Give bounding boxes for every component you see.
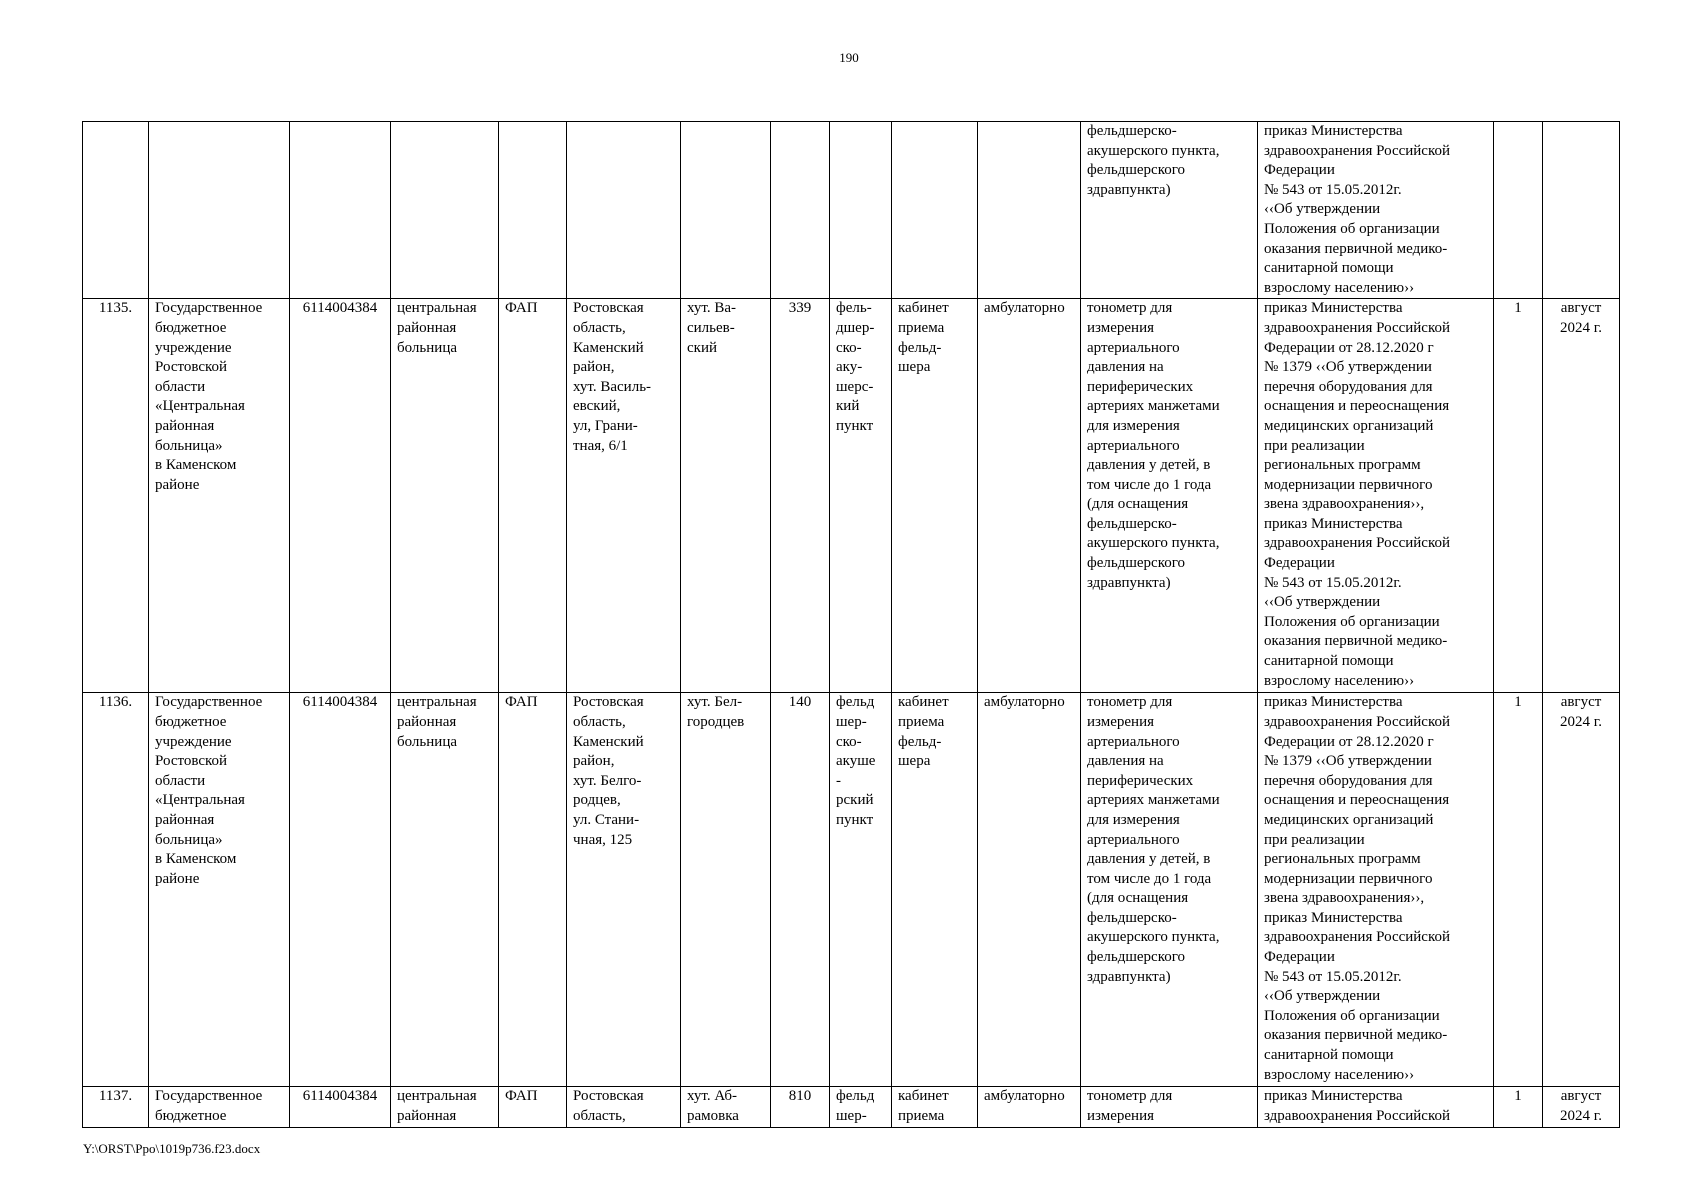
cell-kind: фель- дшер- ско- аку- шерс- кий пункт	[830, 299, 892, 693]
cell-unit	[499, 122, 567, 299]
cell-type: центральная районная	[391, 1087, 499, 1127]
cell-kind	[830, 122, 892, 299]
cell-date: август 2024 г.	[1543, 693, 1620, 1087]
cell-qty	[1494, 122, 1543, 299]
continuation-row	[83, 122, 1620, 299]
cell-address: Ростовская область,	[567, 1087, 681, 1127]
page-number: 190	[839, 50, 859, 65]
cell-equipment: тонометр для измерения артериального давления на периферических артериях манжетами для измерения артериального давления у детей, в том числе до 1 года (для оснащения фельдшерско- акушерского пункта, фельдшерского здравпункта)	[1081, 299, 1258, 693]
cell-room: кабинет приема	[892, 1087, 978, 1127]
table-row	[83, 693, 1620, 1087]
cell-num	[83, 122, 149, 299]
cell-mode: амбулаторно	[978, 1087, 1081, 1127]
cell-address	[567, 122, 681, 299]
cell-num: 1136.	[83, 693, 149, 1087]
cell-qty: 1	[1494, 1087, 1543, 1127]
cell-org: Государственное бюджетное	[149, 1087, 290, 1127]
cell-basis: приказ Министерства здравоохранения Российской Федерации от 28.12.2020 г № 1379 ‹‹Об утверждении перечня оборудования для оснащения и переоснащения медицинских организаций при реализации региональных программ модернизации первичного звена здравоохранения››, приказ Министерства здравоохранения Российской Федерации № 543 от 15.05.2012г. ‹‹Об утверждении Положения об организации оказания первичной медико- санитарной помощи взрослому населению››	[1258, 299, 1494, 693]
cell-equipment: тонометр для измерения	[1081, 1087, 1258, 1127]
cell-org: Государственное бюджетное учреждение Ростовской области «Центральная районная больница» в Каменском районе	[149, 299, 290, 693]
cell-type: центральная районная больница	[391, 299, 499, 693]
cell-inn	[290, 122, 391, 299]
cell-settlement: хут. Аб- рамовка	[681, 1087, 771, 1127]
cell-population: 339	[771, 299, 830, 693]
cell-equipment: тонометр для измерения артериального давления на периферических артериях манжетами для измерения артериального давления у детей, в том числе до 1 года (для оснащения фельдшерско- акушерского пункта, фельдшерского здравпункта)	[1081, 693, 1258, 1087]
cell-mode: амбулаторно	[978, 299, 1081, 693]
cell-population	[771, 122, 830, 299]
cell-inn: 6114004384	[290, 299, 391, 693]
cell-qty: 1	[1494, 693, 1543, 1087]
table-row	[83, 1087, 1620, 1127]
cell-unit: ФАП	[499, 299, 567, 693]
cell-settlement: хут. Бел- городцев	[681, 693, 771, 1087]
cell-room: кабинет приема фельд- шера	[892, 299, 978, 693]
cell-kind: фельд шер-	[830, 1087, 892, 1127]
cell-mode	[978, 122, 1081, 299]
cell-settlement	[681, 122, 771, 299]
cell-date: август 2024 г.	[1543, 299, 1620, 693]
cell-inn: 6114004384	[290, 693, 391, 1087]
cell-settlement: хут. Ва- сильев- ский	[681, 299, 771, 693]
cell-type	[391, 122, 499, 299]
cell-org	[149, 122, 290, 299]
cell-basis: приказ Министерства здравоохранения Российской Федерации № 543 от 15.05.2012г. ‹‹Об утверждении Положения об организации оказания первичной медико- санитарной помощи взрослому населению››	[1258, 122, 1494, 299]
cell-address: Ростовская область, Каменский район, хут. Василь- евский, ул, Грани- тная, 6/1	[567, 299, 681, 693]
cell-room: кабинет приема фельд- шера	[892, 693, 978, 1087]
cell-mode: амбулаторно	[978, 693, 1081, 1087]
cell-address: Ростовская область, Каменский район, хут. Белго- родцев, ул. Стани- чная, 125	[567, 693, 681, 1087]
footer-file-path: Y:\ORST\Ppo\1019p736.f23.docx	[83, 1141, 261, 1156]
table-row	[83, 299, 1620, 693]
cell-equipment: фельдшерско- акушерского пункта, фельдшерского здравпункта)	[1081, 122, 1258, 299]
cell-unit: ФАП	[499, 1087, 567, 1127]
cell-kind: фельд шер- ско- акуше - рский пункт	[830, 693, 892, 1087]
cell-population: 140	[771, 693, 830, 1087]
cell-room	[892, 122, 978, 299]
cell-org: Государственное бюджетное учреждение Ростовской области «Центральная районная больница» в Каменском районе	[149, 693, 290, 1087]
cell-basis: приказ Министерства здравоохранения Российской	[1258, 1087, 1494, 1127]
cell-num: 1137.	[83, 1087, 149, 1127]
cell-num: 1135.	[83, 299, 149, 693]
cell-unit: ФАП	[499, 693, 567, 1087]
equipment-register-table	[82, 121, 1620, 1128]
cell-qty: 1	[1494, 299, 1543, 693]
cell-date	[1543, 122, 1620, 299]
cell-date: август 2024 г.	[1543, 1087, 1620, 1127]
cell-inn: 6114004384	[290, 1087, 391, 1127]
cell-type: центральная районная больница	[391, 693, 499, 1087]
cell-basis: приказ Министерства здравоохранения Российской Федерации от 28.12.2020 г № 1379 ‹‹Об утверждении перечня оборудования для оснащения и переоснащения медицинских организаций при реализации региональных программ модернизации первичного звена здравоохранения››, приказ Министерства здравоохранения Российской Федерации № 543 от 15.05.2012г. ‹‹Об утверждении Положения об организации оказания первичной медико- санитарной помощи взрослому населению››	[1258, 693, 1494, 1087]
cell-population: 810	[771, 1087, 830, 1127]
